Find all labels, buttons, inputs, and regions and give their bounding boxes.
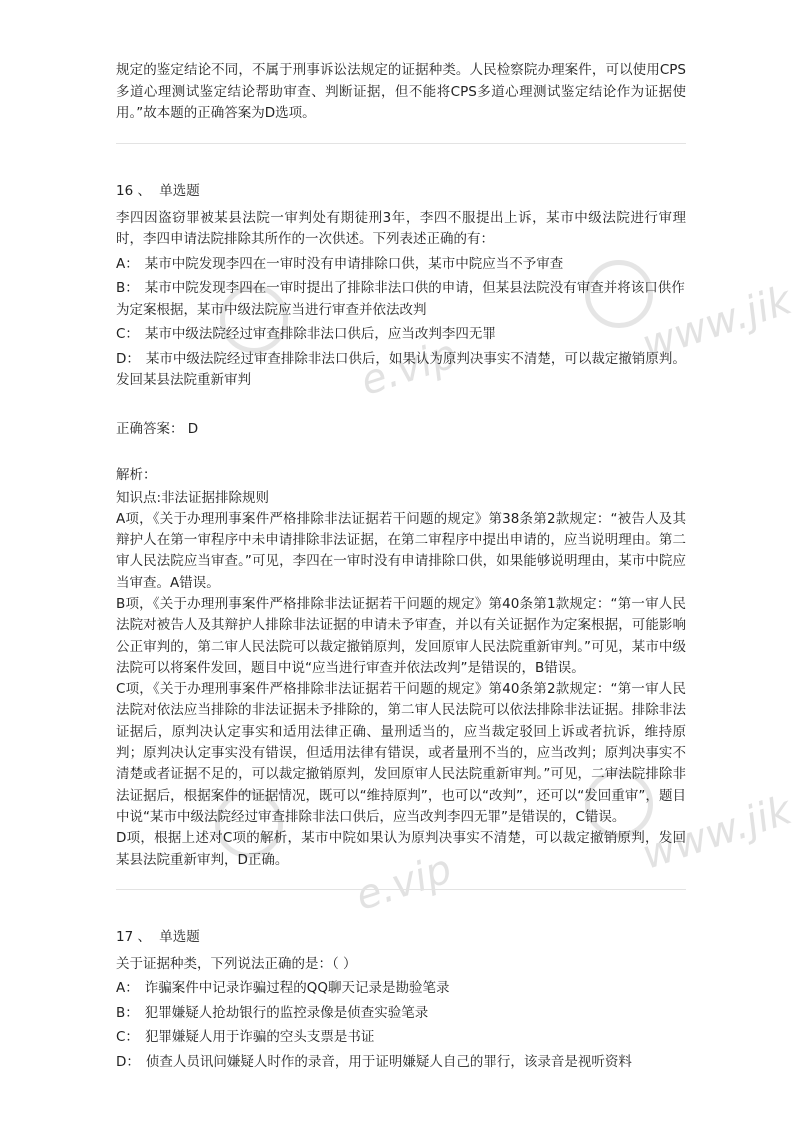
question-type: 单选题 (159, 928, 200, 945)
analysis-label: 解析： (116, 466, 157, 483)
watermark-text: e.vip (355, 331, 463, 405)
option-letter: B： (116, 280, 139, 296)
option-d (116, 349, 686, 392)
option-letter: D： (116, 350, 140, 367)
option-c (116, 1027, 686, 1049)
watermark-text: www.jik (636, 787, 798, 879)
option-d (116, 1052, 686, 1074)
option-letter: D： (116, 1053, 140, 1070)
correct-answer (116, 418, 686, 440)
option-text: 诈骗案件中记录诈骗过程的QQ聊天记录是勘验笔录 (144, 980, 450, 997)
analysis-item-a: A项，《关于办理刑事案件严格排除非法证据若干问题的规定》第38条第2款规定：“被告人及其辩护人在第一审程序中未申请排除非法证据，在第二审程序中提出申请的，应当说明理由。第二审人民法院应当审查。”可见，李四在一审时没有申请排除口供，如果能够说明理由，某市中院应当审查。A错误。 (116, 510, 686, 591)
question-divider (116, 143, 686, 144)
option-letter: A： (116, 980, 139, 997)
intro-paragraph: 规定的鉴定结论不同，不属于刑事诉讼法规定的证据种类。人民检察院办理案件，可以使用CPS多道心理测试鉴定结论帮助审查、判断证据，但不能将CPS多道心理测试鉴定结论作为证据使用。”故本题的正确答案为D选项。 (116, 62, 686, 121)
watermark-text: www.jik (636, 277, 798, 369)
option-letter: A： (116, 255, 139, 272)
option-a (116, 978, 686, 1000)
option-c (116, 324, 686, 346)
option-text: 犯罪嫌疑人抢劫银行的监控录像是侦查实验笔录 (144, 1004, 429, 1021)
option-letter: B： (116, 1004, 139, 1021)
option-text: 某市中院发现李四在一审时没有申请排除口供，某市中院应当不予审查 (144, 255, 564, 272)
question-stem: 关于证据种类，下列说法正确的是：（ ） (116, 955, 357, 972)
option-b (116, 1003, 686, 1025)
answer-label: 正确答案： (116, 420, 184, 437)
question-number: 17 、 (116, 928, 151, 945)
analysis-item-b: B项，《关于办理刑事案件严格排除非法证据若干问题的规定》第40条第1款规定：“第一审人民法院对被告人及其辩护人排除非法证据的申请未予审查，并以有关证据作为定案根据，可能影响公正审判的，第二审人民法院可以裁定撤销原判，发回原审人民法院重新审判。”可见，某市中级法院可以将案件发回，题目中说“应当进行审查并依法改判”是错误的，B错误。 (116, 595, 686, 676)
option-text: 侦查人员讯问嫌疑人时作的录音，用于证明嫌疑人自己的罪行，该录音是视听资料 (145, 1053, 632, 1070)
option-a (116, 254, 686, 276)
question-number: 16 、 (116, 182, 151, 199)
option-text: 某市中院发现李四在一审时提出了排除非法口供的申请，但某县法院没有审查并将该口供作为定案根据，某市中级法院应当进行审查并依法改判 (116, 280, 685, 318)
question-16 (116, 180, 686, 871)
question-type: 单选题 (159, 182, 200, 199)
option-letter: C： (116, 1029, 139, 1046)
option-text: 某市中级法院经过审查排除非法口供后，应当改判李四无罪 (144, 326, 496, 342)
question-17 (116, 926, 686, 1074)
document-page (116, 60, 686, 1076)
analysis-item-c: C项，《关于办理刑事案件严格排除非法证据若干问题的规定》第40条第2款规定：“第一审人民法院对依法应当排除的非法证据未予排除的，第二审人民法院可以依法排除非法证据。排除非法证据后，原判决认定事实和适用法律正确、量刑适当的，应当裁定驳回上诉或者抗诉，维持原判；原判决认定事实没有错误，但适用法律有错误，或者量刑不当的，应当改判；原判决事实不清楚或者证据不足的，可以裁定撤销原判，发回原审人民法院重新审判。”可见，二审法院排除非法证据后，根据案件的证据情况，既可以“维持原判”，也可以“改判”，还可以“发回重审”，题目中说“某市中级法院经过审查排除非法口供后，应当改判李四无罪”是错误的，C错误。 (116, 681, 686, 825)
analysis-item-d: D项，根据上述对C项的解析，某市中院如果认为原判决事实不清楚，可以裁定撤销原判，发回某县法院重新审判，D正确。 (116, 830, 686, 868)
analysis-body (116, 488, 686, 871)
option-b (116, 278, 686, 321)
question-header (116, 180, 686, 202)
question-header (116, 926, 686, 948)
option-letter: C： (116, 326, 139, 342)
answer-value: D (187, 420, 199, 437)
option-text: 犯罪嫌疑人用于诈骗的空头支票是书证 (144, 1029, 375, 1046)
question-stem: 李四因盗窃罪被某县法院一审判处有期徒刑3年，李四不服提出上诉，某市中级法院进行审理时，李四申请法院排除其所作的一次供述。下列表述正确的有： (116, 209, 686, 247)
question-divider (116, 889, 686, 890)
watermark-text: e.vip (350, 846, 458, 920)
analysis-knowledge-point: 知识点:非法证据排除规则 (116, 489, 270, 506)
option-text: 某市中级法院经过审查排除非法口供后，如果认为原判决事实不清楚，可以裁定撤销原判。发回某县法院重新审判 (116, 350, 686, 388)
